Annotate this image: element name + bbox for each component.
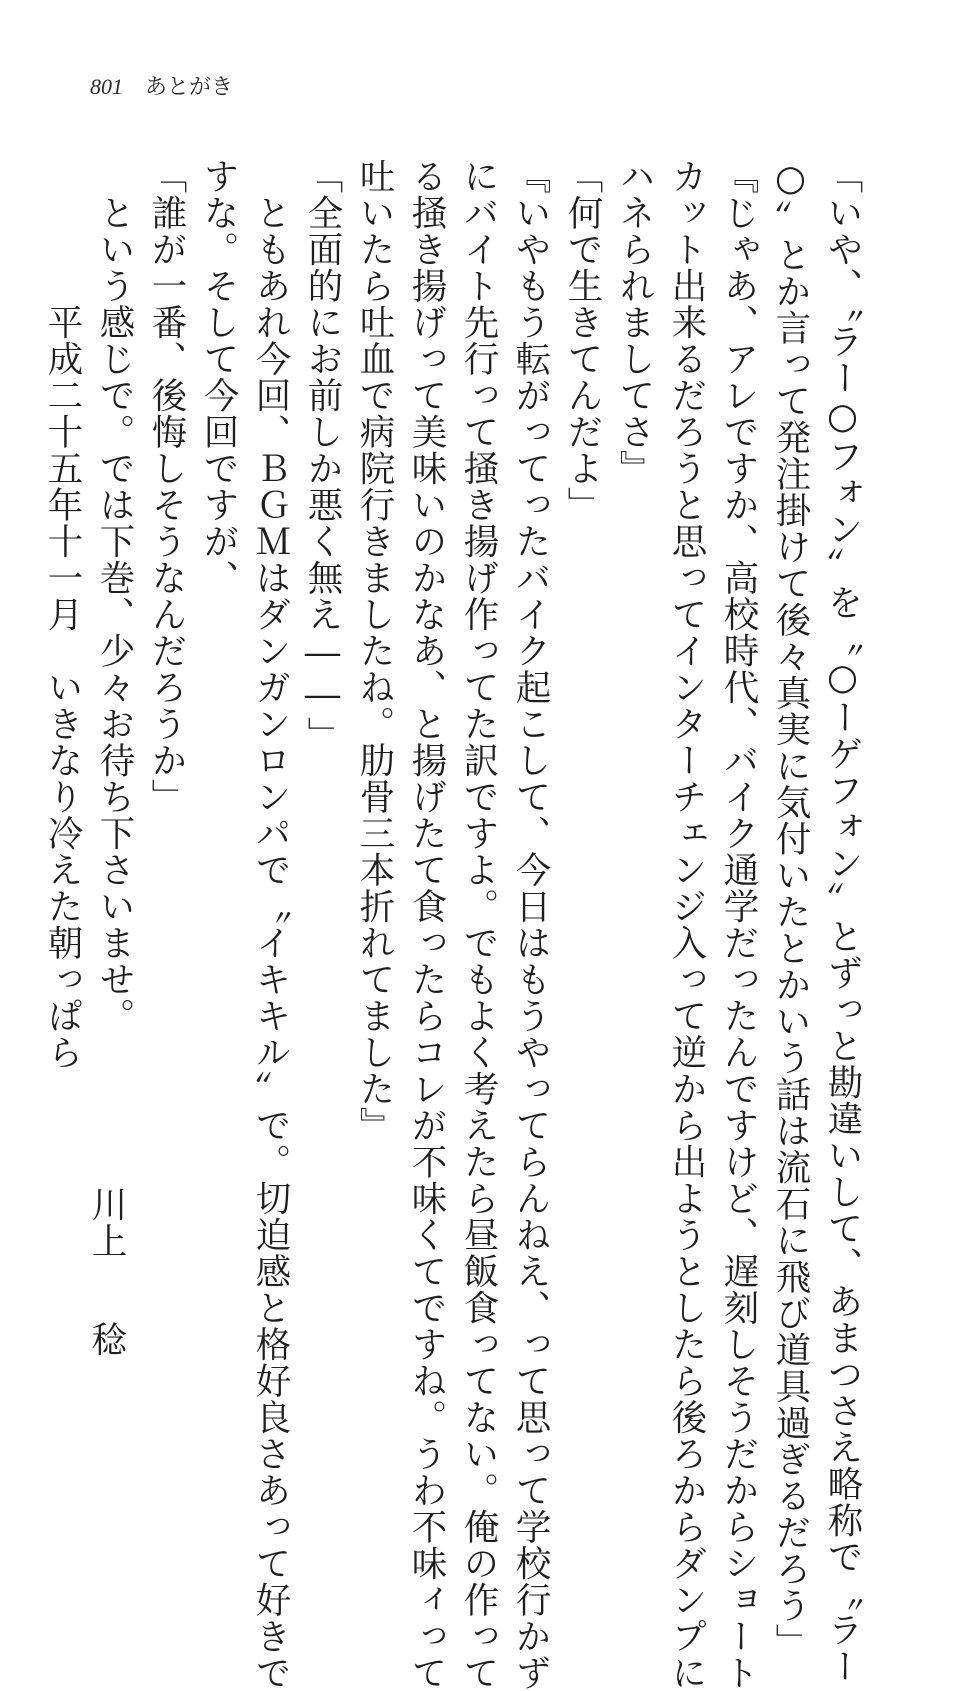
body-text-line: 「誰が一番、後悔しそうなんだろうか」 [146, 158, 187, 815]
author-family-name: 川上 [86, 1186, 127, 1259]
author-signature [84, 1186, 128, 1366]
body-text-line: 吐いたら吐血で病院行きましたね。肋骨三本折れてました』 [354, 158, 395, 1144]
author-given-name: 稔 [86, 1321, 127, 1358]
body-text-line: ○〟とか言って発注掛けて後々真実に気付いたとかいう話は流石に飛び道具過ぎるだろう」 [770, 158, 811, 1660]
body-text-line: すな。そして今回ですが、 [198, 158, 239, 596]
body-text-line: 「全面的にお前しか悪く無え――」 [302, 158, 343, 753]
date-line: 平成二十五年十一月 いきなり冷えた朝っぱら [42, 158, 83, 1071]
body-text-line: 『いやもう転がってったバイク起こして、今日はもうやってらんねえ、って思って学校行かず [510, 158, 551, 1691]
body-text-line: にバイト先行って掻き揚げ作ってた訳ですよ。でもよく考えたら昼飯食ってない。俺の作って [458, 158, 499, 1691]
body-text-line: 「いや、〝ラー○フォン〟を〝○ーゲフォン〟とずっと勘違いして、あまつさえ略称で〝ラー [822, 158, 863, 1685]
body-text-line: ハネられましてさ』 [614, 158, 655, 487]
running-header [90, 70, 233, 101]
body-text-line: 『じゃあ、アレですか、高校時代、バイク通学だったんですけど、遅刻しそうだからショート [718, 158, 759, 1691]
body-text-line: る掻き揚げって美味いのかなあ、と揚げたて食ったらコレが不味くてですね。うわ不味ィって [406, 158, 447, 1691]
body-text-line: 「何で生きてんだよ」 [562, 158, 603, 523]
section-title: あとがき [145, 74, 234, 99]
body-text-line: という感じで。では下巻、少々お待ち下さいませ。 [94, 158, 135, 1034]
page-number: 801 [90, 74, 123, 99]
body-text-line: カット出来るだろうと思ってインターチェンジ入って逆から出ようとしたら後ろからダンプに [666, 158, 707, 1691]
body-text-line: ともあれ今回、ＢＧＭはダンガンロンパで〝イキキル〟で。切迫感と格好良さあって好きで [250, 158, 291, 1691]
